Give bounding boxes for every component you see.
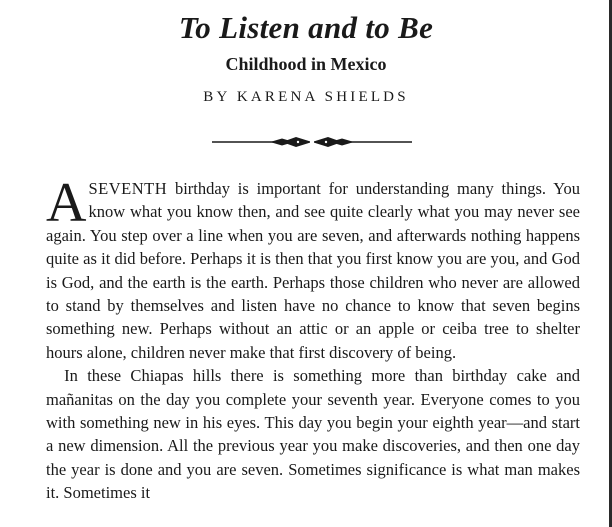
drop-cap: A [46, 172, 87, 234]
ornament-divider [212, 135, 412, 149]
article-body [46, 172, 580, 505]
article-title: To Listen and to Be [178, 10, 434, 45]
paragraph-1-text: birthday is important for understanding many things. You know what you know then, and see quite clearly what you may never see again. You step over a line when you are seven, and afterwards nothing happens quite as it did before. Perhaps it is then that you first know you are you, and God is God, and the earth is the earth. Perhaps those children who never are allowed to stand by themselves and listen have no chance to know that seven begins something new. Perhaps without an attic or an apple or ceiba tree to shelter hours alone, children never make that first discovery of being. [46, 179, 580, 362]
first-word: SEVENTH [88, 179, 168, 198]
paragraph-1 [46, 172, 580, 364]
article-byline: BY KARENA SHIELDS [203, 89, 409, 105]
article-subtitle: Childhood in Mexico [225, 54, 387, 74]
paragraph-2: In these Chiapas hills there is something more than birthday cake and mañanitas on the day you complete your seventh year. Everyone comes to you with something new in his eyes. This day you begin your eighth year—and start a new dimension. All the previous year you make discoveries, and then one day the year is done and you are seven. Sometimes significance is what man makes it. Sometimes it [46, 366, 580, 503]
